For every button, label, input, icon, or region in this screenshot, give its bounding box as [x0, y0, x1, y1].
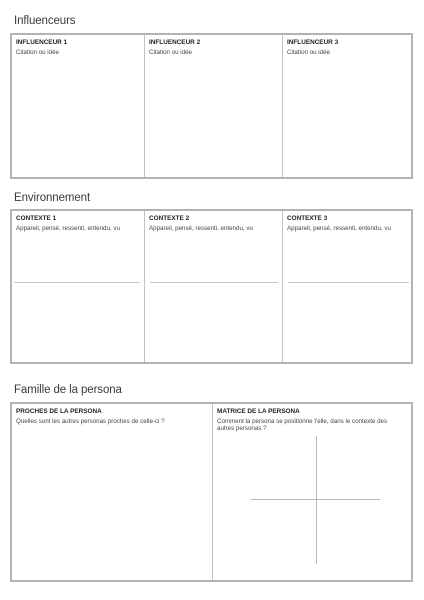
- contexte-3-cell[interactable]: [282, 211, 411, 362]
- influenceur-2-cell[interactable]: [144, 35, 282, 177]
- influenceur-3-subtitle: Citation ou idée: [287, 49, 330, 56]
- matrice-vertical-axis: [316, 436, 317, 564]
- environnement-section-title: Environnement: [14, 192, 91, 204]
- proches-cell[interactable]: [12, 404, 212, 580]
- proches-subtitle: Quelles sont les autres personas proches de celle-ci ?: [16, 418, 165, 425]
- contexte-1-cell[interactable]: [12, 211, 144, 362]
- influenceurs-section-title: Influenceurs: [14, 15, 76, 27]
- matrice-cell[interactable]: [212, 404, 411, 580]
- environnement-grid: [10, 209, 413, 364]
- influenceur-2-subtitle: Citation ou idée: [149, 49, 192, 56]
- influenceur-1-cell[interactable]: [12, 35, 144, 177]
- proches-title: PROCHES DE LA PERSONA: [16, 408, 102, 415]
- contexte-3-subtitle: Appareil, pensé, ressenti, entendu, vu: [287, 225, 391, 232]
- influenceurs-grid: [10, 33, 413, 179]
- famille-grid: [10, 402, 413, 582]
- contexte-1-subtitle: Appareil, pensé, ressenti, entendu, vu: [16, 225, 120, 232]
- influenceur-1-subtitle: Citation ou idée: [16, 49, 59, 56]
- contexte-2-subtitle: Appareil, pensé, ressenti, entendu, vu: [149, 225, 253, 232]
- matrice-horizontal-axis: [251, 499, 380, 500]
- influenceur-3-cell[interactable]: [282, 35, 411, 177]
- contexte-2-cell[interactable]: [144, 211, 282, 362]
- influenceur-3-title: INFLUENCEUR 3: [287, 39, 339, 46]
- influenceur-1-title: INFLUENCEUR 1: [16, 39, 68, 46]
- contexte-1-divider: [14, 282, 140, 283]
- matrice-title: MATRICE DE LA PERSONA: [217, 408, 300, 415]
- famille-section-title: Famille de la persona: [14, 384, 122, 396]
- contexte-3-divider: [288, 282, 409, 283]
- contexte-2-divider: [150, 282, 278, 283]
- contexte-3-title: CONTEXTE 3: [287, 215, 328, 222]
- matrice-subtitle: Comment la persona se positionne t'elle, dans le contexte des autres personas ?: [217, 418, 388, 433]
- influenceur-2-title: INFLUENCEUR 2: [149, 39, 201, 46]
- contexte-2-title: CONTEXTE 2: [149, 215, 190, 222]
- contexte-1-title: CONTEXTE 1: [16, 215, 57, 222]
